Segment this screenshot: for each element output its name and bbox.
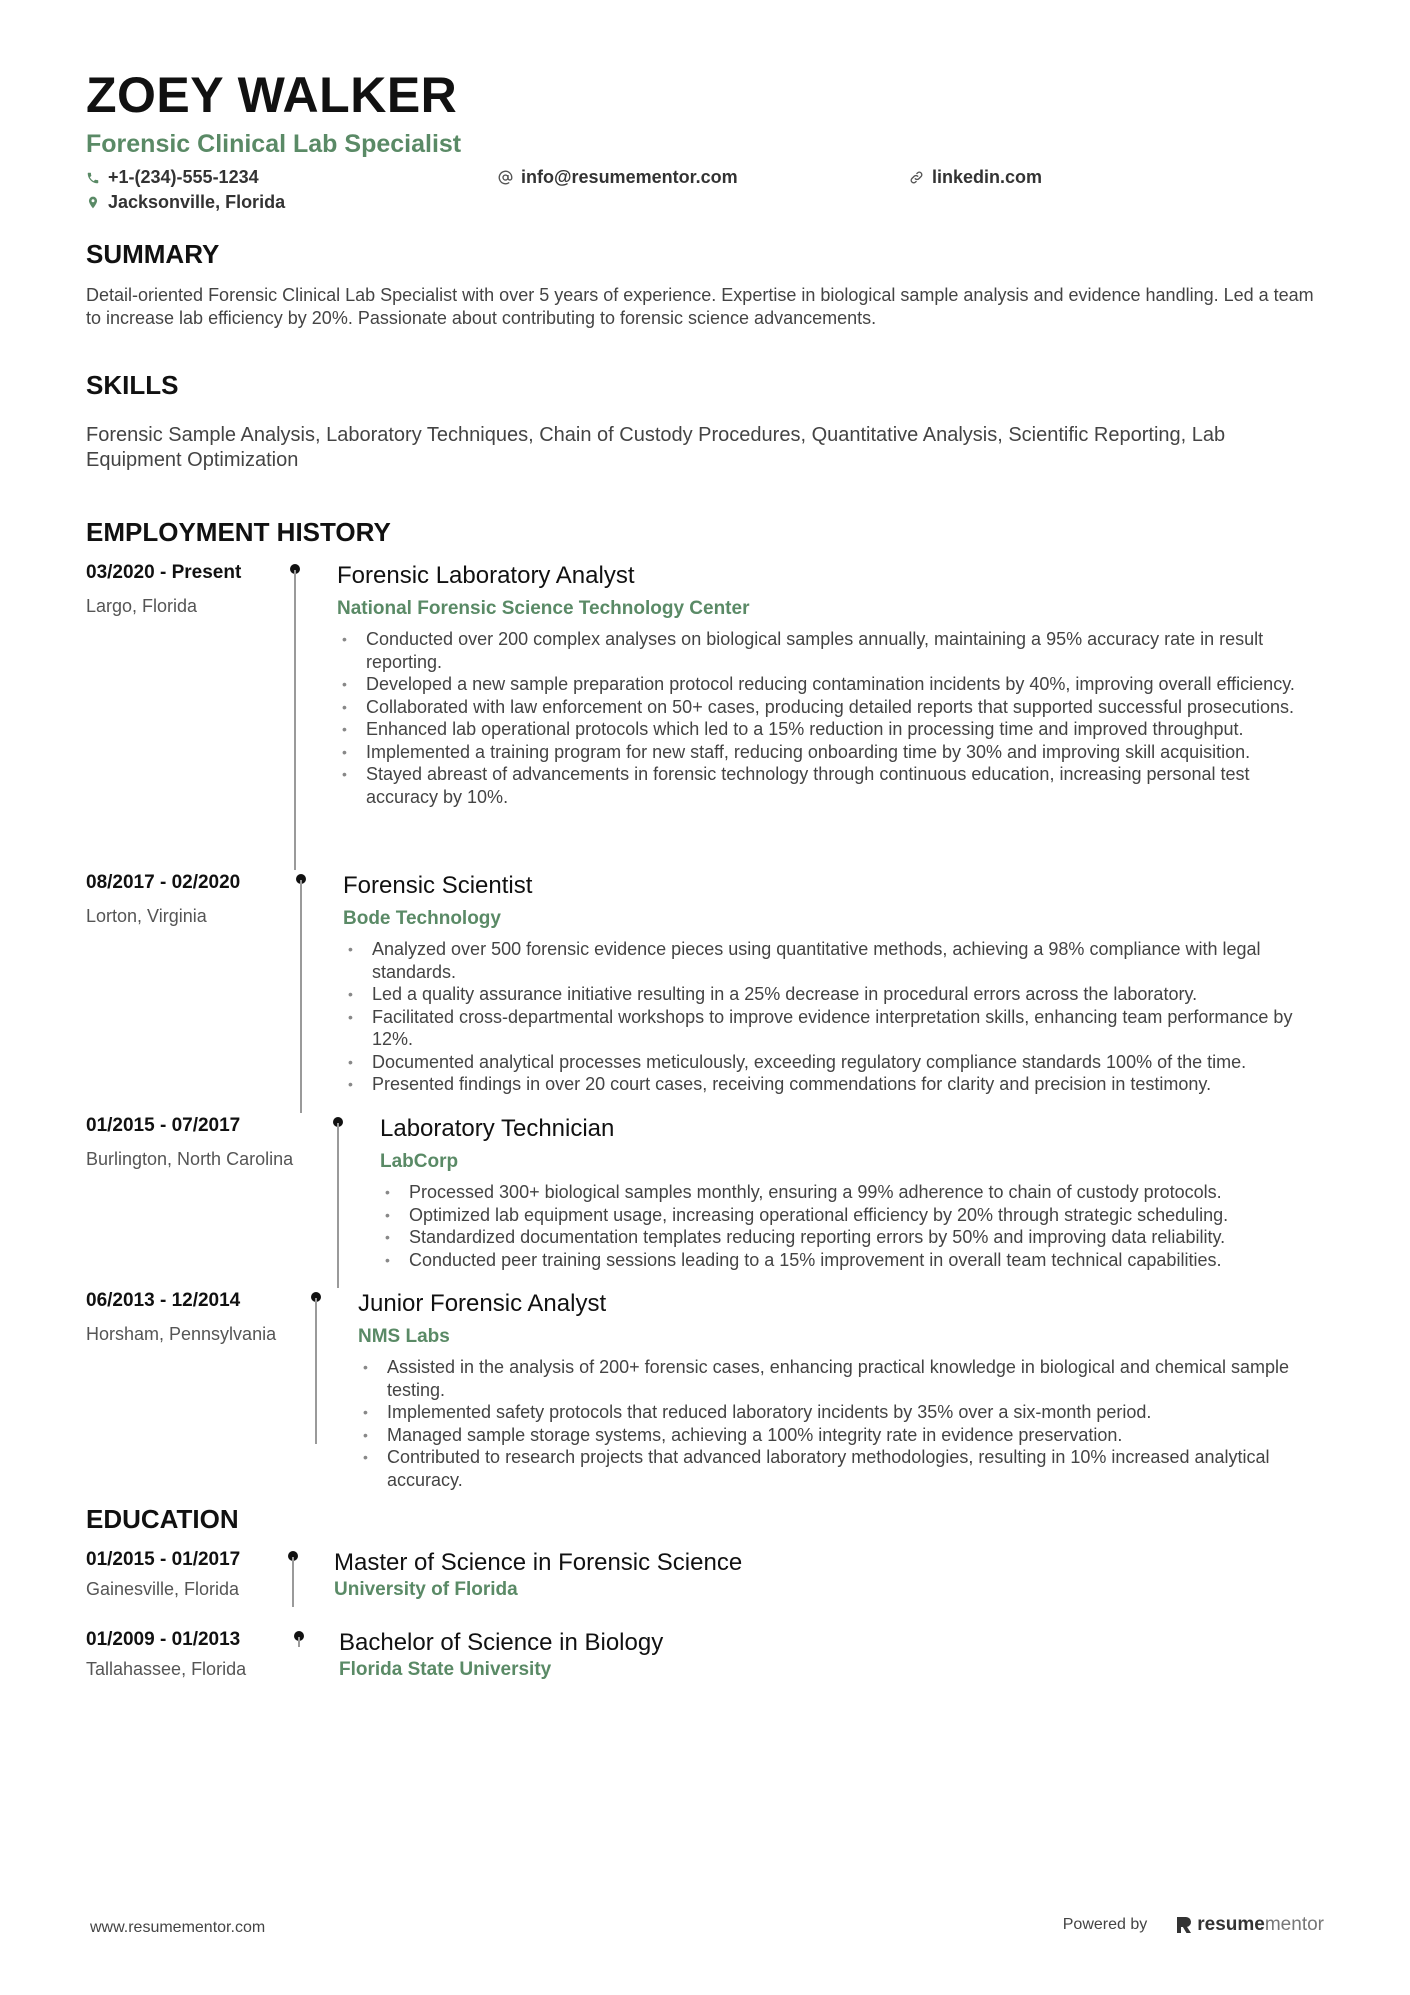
timeline-line (294, 570, 296, 870)
bullet-item: • Conducted over 200 complex analyses on biological samples annually, maintaining a 95% accuracy rate in result reporting. (342, 629, 1264, 672)
skills-section (86, 370, 1326, 473)
candidate-title: Forensic Clinical Lab Specialist (86, 130, 462, 158)
linkedin-contact (909, 167, 1042, 188)
job-entry (86, 562, 1326, 872)
job-dates: 01/2015 - 07/2017 (86, 1115, 241, 1136)
timeline-line (300, 880, 302, 1113)
job-bullets (380, 1181, 1326, 1271)
timeline-line (315, 1298, 317, 1444)
job-meta (86, 562, 306, 617)
education-heading: EDUCATION (86, 1504, 239, 1534)
summary-section (86, 239, 1326, 330)
job-bullets (343, 938, 1326, 1096)
education-meta (86, 1629, 306, 1680)
summary-text: Detail-oriented Forensic Clinical Lab Specialist with over 5 years of experience. Expertise in biological sample analysis and evidence handling. Led a team to increase lab efficiency by 20%. Passionate about contributing to forensic science advancements. (86, 285, 1314, 328)
contact-info (86, 167, 1326, 219)
bullet-item: • Contributed to research projects that advanced laboratory methodologies, resulting in 10% increased analytical accuracy. (363, 1447, 1270, 1490)
school-name: Florida State University (339, 1659, 552, 1680)
job-details (343, 872, 1326, 1096)
job-dates: 03/2020 - Present (86, 562, 242, 583)
job-bullets (358, 1356, 1326, 1491)
education-details (339, 1629, 1326, 1681)
candidate-name: ZOEY WALKER (86, 67, 458, 123)
link-icon (909, 170, 924, 185)
employment-heading: EMPLOYMENT HISTORY (86, 517, 391, 547)
job-meta (86, 1115, 306, 1170)
bullet-item: • Analyzed over 500 forensic evidence pieces using quantitative methods, achieving a 98% compliance with legal standards. (348, 939, 1261, 982)
powered-by-label: Powered by (1062, 1916, 1148, 1933)
email-contact (498, 167, 738, 188)
location-contact (86, 192, 285, 213)
bullet-item: • Presented findings in over 20 court cases, receiving commendations for clarity and precision in testimony. (348, 1074, 1212, 1094)
linkedin-link[interactable]: linkedin.com (932, 167, 1043, 187)
bullet-item: • Assisted in the analysis of 200+ forensic cases, enhancing practical knowledge in biological and chemical sample testing. (363, 1357, 1290, 1400)
email-address[interactable]: info@resumementor.com (521, 167, 738, 187)
education-location: Gainesville, Florida (86, 1579, 240, 1599)
summary-heading: SUMMARY (86, 239, 220, 269)
job-entry (86, 1115, 1326, 1290)
footer-website[interactable]: www.resumementor.com (90, 1919, 266, 1936)
brand-logo[interactable] (1175, 1914, 1324, 1936)
bullet-item: • Stayed abreast of advancements in forensic technology through continuous education, increasing personal test accuracy by 10%. (342, 764, 1250, 807)
education-location: Tallahassee, Florida (86, 1659, 247, 1679)
location-text: Jacksonville, Florida (108, 192, 286, 212)
job-entry (86, 872, 1326, 1115)
job-location: Largo, Florida (86, 596, 198, 616)
company-name: Bode Technology (343, 908, 501, 929)
timeline-line (337, 1123, 339, 1288)
bullet-item: • Processed 300+ biological samples monthly, ensuring a 99% adherence to chain of custody protocols. (385, 1182, 1222, 1202)
job-location: Burlington, North Carolina (86, 1149, 294, 1169)
bullet-item: • Implemented a training program for new staff, reducing onboarding time by 30% and improving skill acquisition. (342, 741, 1251, 762)
job-entry (86, 1290, 1326, 1490)
job-title: Forensic Laboratory Analyst (337, 562, 635, 589)
at-icon (498, 170, 513, 185)
education-dates: 01/2009 - 01/2013 (86, 1629, 241, 1650)
timeline-line (292, 1557, 294, 1607)
bullet-item: • Facilitated cross-departmental workshops to improve evidence interpretation skills, enhancing team performance by 12%. (348, 1006, 1293, 1049)
job-details (358, 1290, 1326, 1491)
timeline-line (298, 1637, 300, 1647)
bullet-item: • Collaborated with law enforcement on 50+ cases, producing detailed reports that supported successful prosecutions. (342, 696, 1295, 717)
school-name: University of Florida (334, 1579, 518, 1600)
bullet-item: • Led a quality assurance initiative resulting in a 25% decrease in procedural errors across the laboratory. (348, 984, 1198, 1004)
phone-number[interactable]: +1-(234)-555-1234 (108, 167, 259, 187)
company-name: National Forensic Science Technology Center (337, 598, 750, 619)
resume-page (86, 67, 1326, 1699)
bullet-item: • Conducted peer training sessions leading to a 15% improvement in overall team technical capabilities. (385, 1249, 1222, 1270)
job-location: Lorton, Virginia (86, 906, 207, 926)
job-meta (86, 872, 306, 927)
skills-text: Forensic Sample Analysis, Laboratory Techniques, Chain of Custody Procedures, Quantitative Analysis, Scientific Reporting, Lab Equipment Optimization (86, 424, 1226, 471)
job-dates: 06/2013 - 12/2014 (86, 1290, 241, 1311)
job-meta (86, 1290, 306, 1345)
company-name: LabCorp (380, 1151, 459, 1172)
education-section (86, 1504, 1326, 1699)
job-location: Horsham, Pennsylvania (86, 1324, 277, 1344)
bullet-item: • Optimized lab equipment usage, increasing operational efficiency by 20% through strategic scheduling. (385, 1204, 1229, 1225)
employment-section (86, 517, 1326, 1490)
education-meta (86, 1549, 306, 1600)
bullet-item: • Managed sample storage systems, achieving a 100% integrity rate in evidence preservation. (363, 1424, 1123, 1445)
education-entry (86, 1549, 1326, 1629)
bullet-item: • Standardized documentation templates reducing reporting errors by 50% and improving data reliability. (385, 1227, 1226, 1247)
phone-icon (86, 171, 100, 185)
education-entry (86, 1629, 1326, 1699)
job-details (337, 562, 1326, 808)
job-details (380, 1115, 1326, 1271)
bullet-item: • Enhanced lab operational protocols which led to a 15% reduction in processing time and improved throughput. (342, 719, 1244, 739)
job-title: Forensic Scientist (343, 872, 533, 899)
job-title: Laboratory Technician (380, 1115, 615, 1142)
map-pin-icon (86, 195, 100, 210)
bullet-item: • Documented analytical processes meticulously, exceeding regulatory compliance standards 100% of the time. (348, 1051, 1247, 1072)
bullet-item: • Developed a new sample preparation protocol reducing contamination incidents by 40%, improving overall efficiency. (342, 674, 1295, 694)
education-details (334, 1549, 1326, 1601)
bullet-item: • Implemented safety protocols that reduced laboratory incidents by 35% over a six-month period. (363, 1402, 1152, 1422)
job-bullets (337, 628, 1326, 808)
skills-heading: SKILLS (86, 370, 179, 400)
job-dates: 08/2017 - 02/2020 (86, 872, 241, 893)
education-dates: 01/2015 - 01/2017 (86, 1549, 241, 1570)
degree-title: Bachelor of Science in Biology (339, 1629, 664, 1656)
degree-title: Master of Science in Forensic Science (334, 1549, 743, 1576)
phone-contact (86, 167, 259, 188)
resumementor-logo-icon (1175, 1915, 1193, 1935)
brand-part-2: mentor (1264, 1914, 1324, 1935)
brand-part-1: resume (1197, 1914, 1265, 1935)
footer-branding (1063, 1914, 1324, 1936)
company-name: NMS Labs (358, 1326, 450, 1347)
job-title: Junior Forensic Analyst (358, 1290, 607, 1317)
